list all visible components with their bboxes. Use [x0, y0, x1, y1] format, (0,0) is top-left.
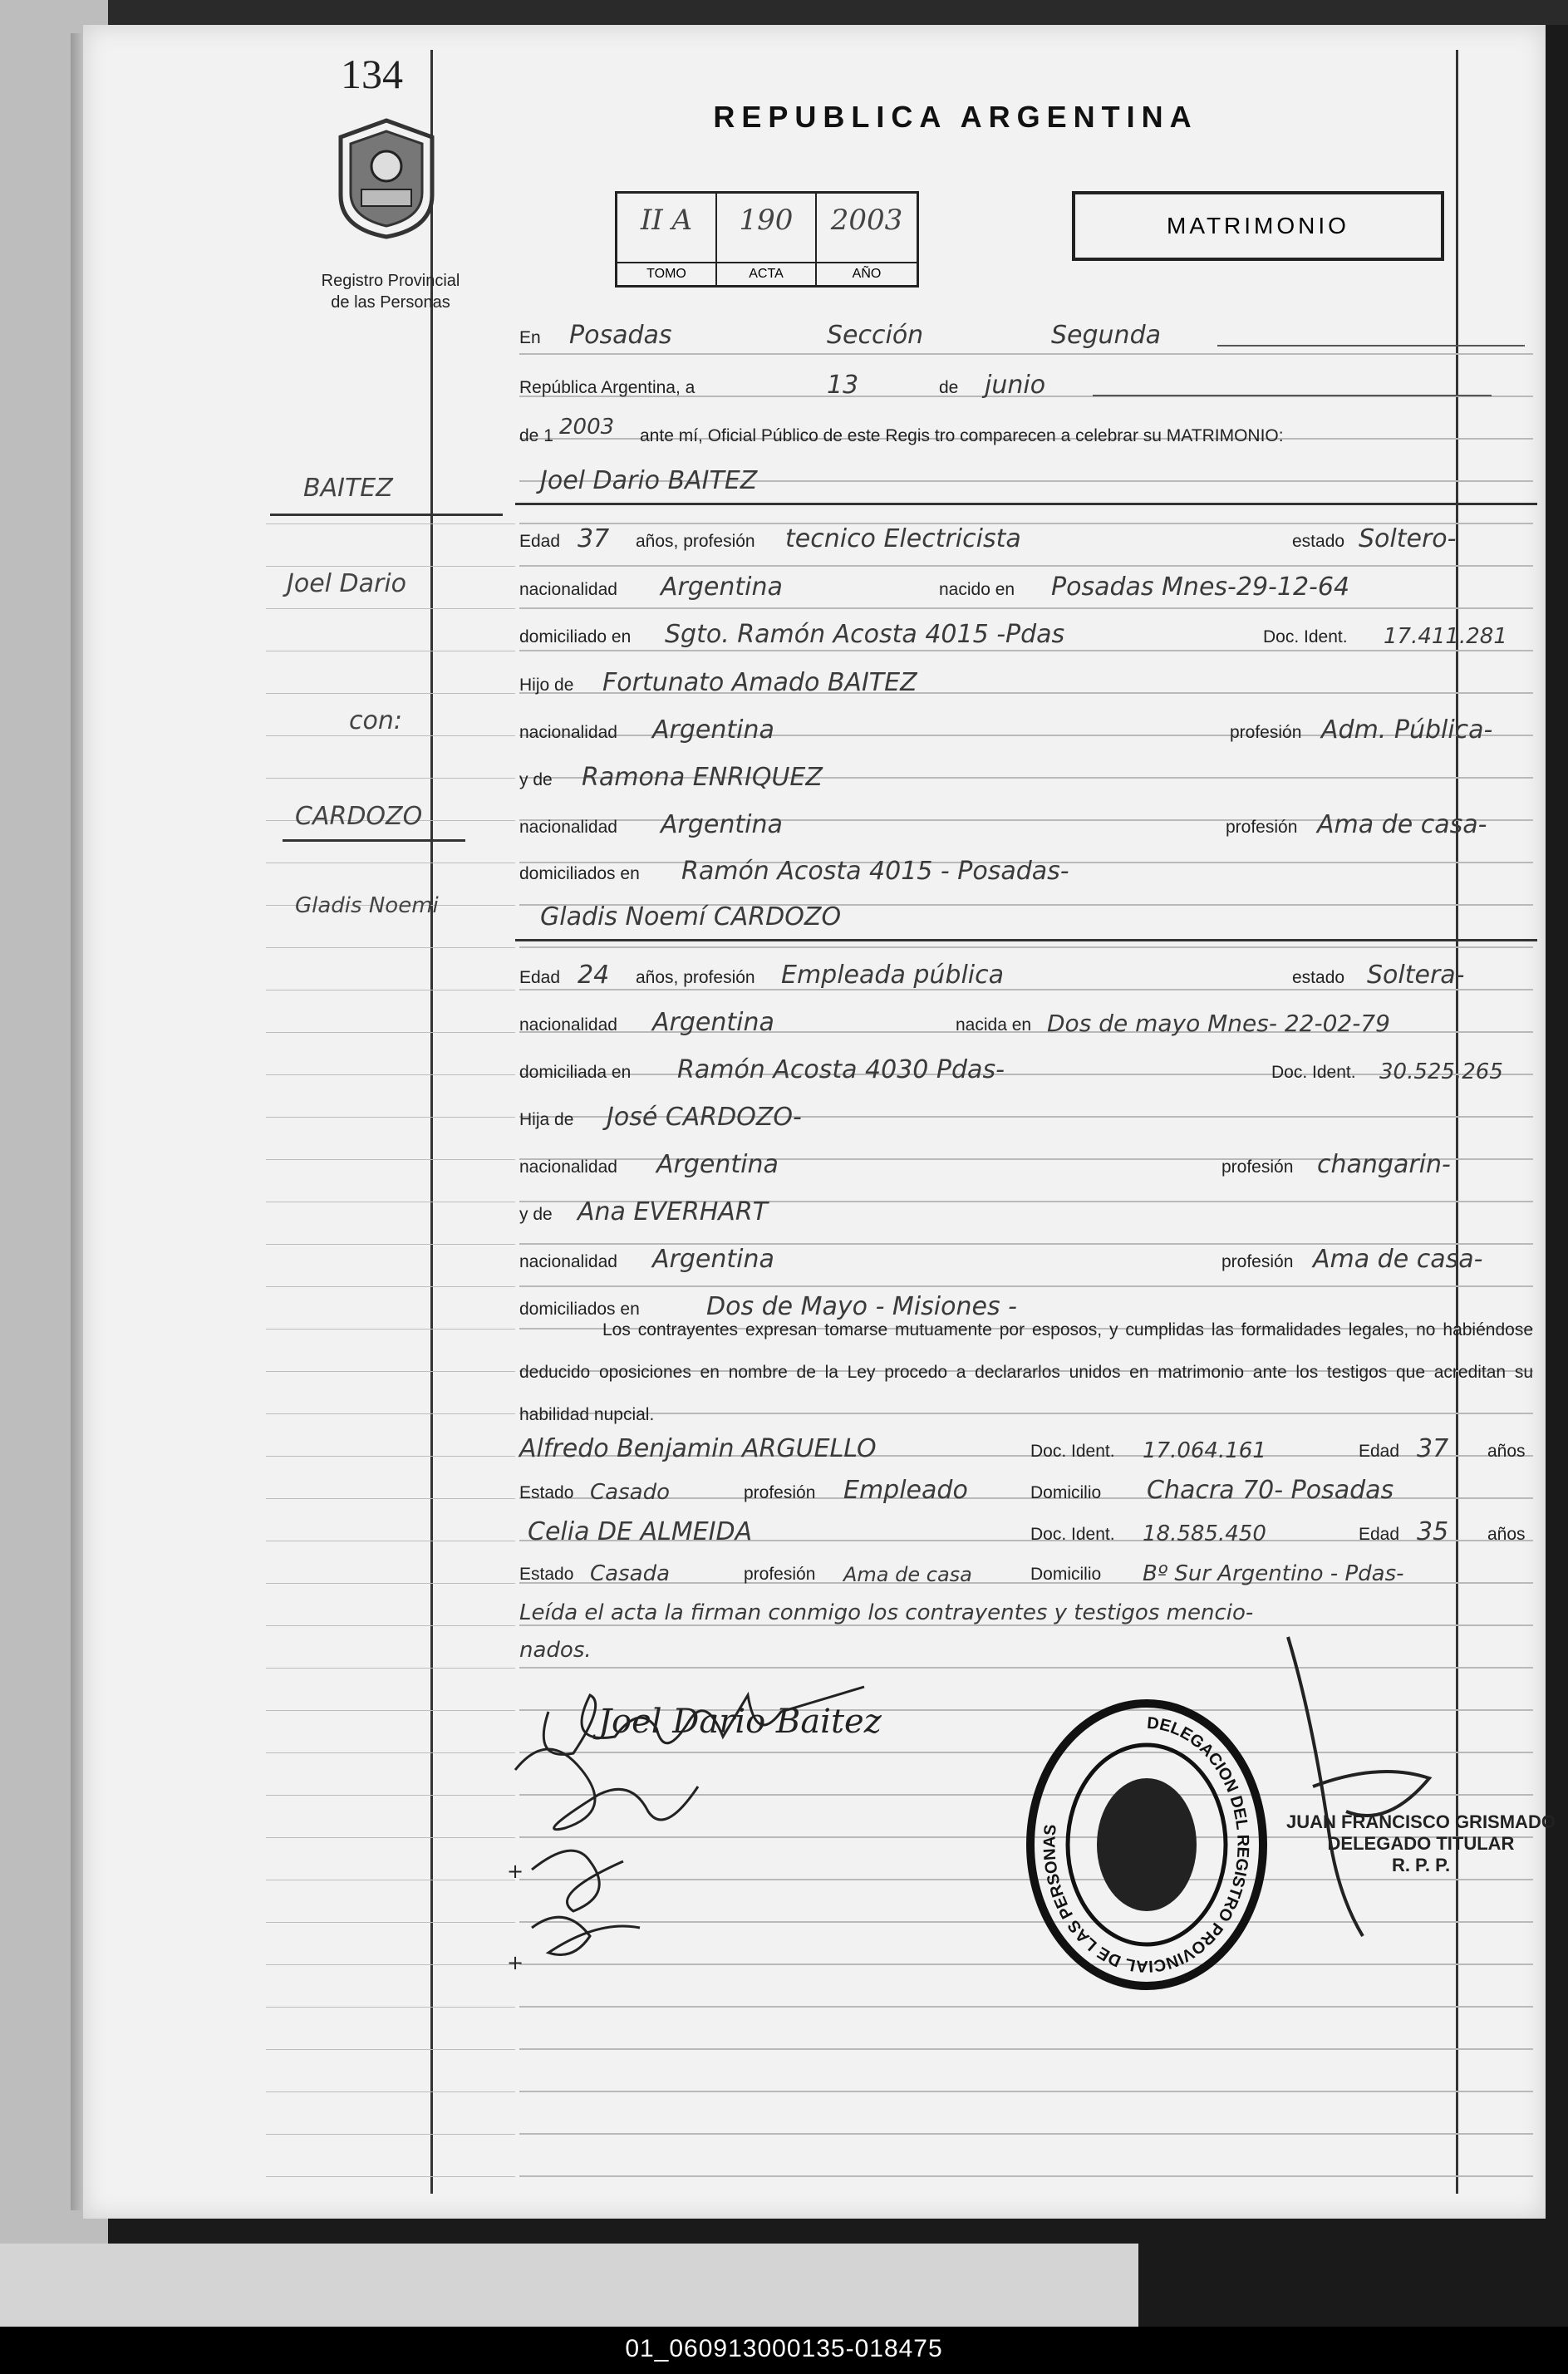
- country-title: REPUBLICA ARGENTINA: [713, 100, 1198, 134]
- label-nacida: nacida en: [956, 1015, 1032, 1035]
- acta-value: 190: [739, 204, 794, 237]
- margin-ruled-line: [266, 2176, 515, 2177]
- ano-cell: [817, 194, 917, 285]
- provincial-seal-icon: [332, 116, 440, 241]
- label-nacionalidad: nacionalidad: [519, 580, 617, 599]
- row-witness1-details: [519, 1467, 1533, 1508]
- label-profesion: profesión: [1221, 1158, 1294, 1177]
- footer-document-id: 01_060913000135-018475: [625, 2335, 943, 2362]
- row-bride-father-nat: [519, 1141, 1533, 1182]
- acta-label: ACTA: [717, 262, 815, 285]
- registry-name: [283, 270, 499, 313]
- label-domicilio: Domicilio: [1030, 1565, 1102, 1584]
- label-profesion: profesión: [1226, 818, 1298, 837]
- witness1-address: Chacra 70- Posadas: [1147, 1476, 1394, 1505]
- margin-ruled-line: [266, 1159, 515, 1160]
- margin-ruled-line: [266, 1964, 515, 1965]
- groom-signature: Joel Dario Baitez: [598, 1703, 882, 1741]
- acta-cell: [717, 194, 817, 285]
- witness2-name: Celia DE ALMEIDA: [528, 1517, 753, 1546]
- label-doc: Doc. Ident.: [1271, 1063, 1356, 1082]
- row-date: [519, 361, 1533, 403]
- row-groom-mother-nat: [519, 801, 1533, 843]
- row-witness2-details: [519, 1548, 1533, 1590]
- official-name-block: [1263, 1811, 1568, 1876]
- bride-mother: Ana EVERHART: [578, 1197, 768, 1226]
- margin-ruled-line: [266, 1922, 515, 1923]
- margin-ruled-line: [266, 2049, 515, 2050]
- row-bride-mother: [519, 1188, 1533, 1230]
- row-groom-parents-address: [519, 848, 1533, 889]
- margin-ruled-line: [266, 1413, 515, 1414]
- closing-text-2: nados.: [519, 1638, 592, 1663]
- label-nacionalidad: nacionalidad: [519, 1158, 617, 1177]
- witness2-age: 35: [1417, 1517, 1449, 1546]
- bride-status: Soltera-: [1367, 961, 1465, 990]
- stamp-text: DELEGACION DEL REGISTRO PROVINCIAL DE LAS PERSONAS: [1040, 1713, 1252, 1976]
- row-groom-father: [519, 659, 1533, 700]
- label-estado: Estado: [519, 1565, 574, 1584]
- label-domicilio: Domicilio: [1030, 1483, 1102, 1502]
- row-bride-name: [519, 893, 1533, 935]
- row-witness1-name: [519, 1425, 1533, 1467]
- official-signature-drawing: [1263, 1620, 1446, 1953]
- witness2-address: Bº Sur Argentino - Pdas-: [1143, 1561, 1404, 1586]
- label-edad: Edad: [519, 532, 561, 551]
- ruled-line: [519, 946, 1533, 948]
- groom-status: Soltero-: [1359, 524, 1457, 553]
- label-hija: Hija de: [519, 1110, 574, 1129]
- margin-ruled-line: [266, 735, 515, 736]
- witness1-name: Alfredo Benjamin ARGUELLO: [519, 1434, 877, 1463]
- margin-ruled-line: [266, 1498, 515, 1499]
- legal-statement: Los contrayentes expresan tomarse mutuamente por esposos, y cumplidas las formalidades legales, no habiéndose deducido oposiciones en nombre de la Ley procedo a declararlos unidos en matrimonio ante los testigos que acreditan su habilidad nupcial.: [519, 1320, 1533, 1424]
- label-year: de 1: [519, 426, 553, 445]
- bride-mother-profession: Ama de casa-: [1313, 1245, 1483, 1274]
- label-doc: Doc. Ident.: [1030, 1525, 1115, 1544]
- label-nacionalidad: nacionalidad: [519, 1015, 617, 1035]
- row-groom-father-nat: [519, 706, 1533, 748]
- svg-text:+: +: [507, 1951, 524, 1974]
- margin-ruled-line: [266, 1074, 515, 1075]
- label-domiciliado: domiciliado en: [519, 627, 632, 646]
- margin-underline-2: [283, 839, 465, 842]
- groom-mother: Ramona ENRIQUEZ: [582, 763, 823, 792]
- margin-ruled-line: [266, 1286, 515, 1287]
- groom-separator: [515, 503, 1537, 505]
- row-groom-mother: [519, 754, 1533, 795]
- label-estado: estado: [1292, 532, 1345, 551]
- margin-ruled-line: [266, 1795, 515, 1796]
- official-title: DELEGADO TITULAR: [1327, 1833, 1515, 1854]
- margin-name-bride: Gladis Noemi: [295, 893, 439, 918]
- label-nacionalidad: nacionalidad: [519, 1252, 617, 1271]
- ano-value: 2003: [830, 204, 903, 237]
- official-office: R. P. P.: [1391, 1855, 1451, 1875]
- label-republica: República Argentina, a: [519, 378, 696, 397]
- ano-label: AÑO: [817, 262, 917, 285]
- margin-underline: [270, 514, 503, 516]
- page-number: 134: [341, 51, 403, 97]
- bride-separator: [515, 939, 1537, 941]
- row-bride-nationality: [519, 999, 1533, 1040]
- tomo-label: TOMO: [617, 262, 715, 285]
- groom-name: Joel Dario BAITEZ: [540, 466, 758, 495]
- bride-parents-address: Dos de Mayo - Misiones -: [706, 1292, 1017, 1321]
- groom-mother-nationality: Argentina: [661, 810, 783, 839]
- ruled-line: [519, 353, 1533, 355]
- left-column-divider: [430, 50, 433, 2194]
- margin-ruled-line: [266, 1117, 515, 1118]
- margin-ruled-line: [266, 1752, 515, 1753]
- witness1-doc: 17.064.161: [1143, 1438, 1266, 1463]
- margin-ruled-line: [266, 1668, 515, 1669]
- margin-ruled-line: [266, 2134, 515, 2135]
- margin-ruled-line: [266, 1032, 515, 1033]
- row-bride-father: [519, 1094, 1533, 1135]
- margin-ruled-line: [266, 1837, 515, 1838]
- label-estado: estado: [1292, 968, 1345, 987]
- label-edad: Edad: [1359, 1525, 1400, 1544]
- label-profesion: años, profesión: [636, 968, 755, 987]
- groom-birth: Posadas Mnes-29-12-64: [1051, 573, 1350, 602]
- label-anos: años: [1487, 1442, 1526, 1461]
- label-profesion: años, profesión: [636, 532, 755, 551]
- groom-parents-address: Ramón Acosta 4015 - Posadas-: [681, 857, 1069, 886]
- scan-top-edge: [0, 0, 1568, 25]
- intro-text: ante mí, Oficial Público de este Regis tro comparecen a celebrar su MATRIMONIO:: [640, 426, 1284, 445]
- margin-name-groom: Joel Dario: [287, 569, 407, 598]
- margin-ruled-line: [266, 778, 515, 779]
- margin-surname-groom: BAITEZ: [303, 474, 393, 503]
- label-domiciliados: domiciliados en: [519, 1300, 640, 1319]
- label-domiciliada: domiciliada en: [519, 1063, 632, 1082]
- label-edad: Edad: [1359, 1442, 1400, 1461]
- margin-ruled-line: [266, 1710, 515, 1711]
- value-section: Sección: [827, 321, 924, 350]
- label-nacido: nacido en: [939, 580, 1015, 599]
- witness2-doc: 18.585.450: [1143, 1521, 1266, 1546]
- row-bride-mother-nat: [519, 1236, 1533, 1277]
- margin-ruled-line: [266, 1456, 515, 1457]
- bride-profession: Empleada pública: [781, 961, 1005, 990]
- value-year: 2003: [559, 415, 615, 440]
- ruled-line: [519, 607, 1533, 609]
- bride-doc: 30.525.265: [1379, 1059, 1503, 1084]
- bride-father-profession: changarin-: [1317, 1150, 1451, 1179]
- label-doc: Doc. Ident.: [1030, 1442, 1115, 1461]
- label-yde: y de: [519, 1205, 553, 1224]
- signatures-drawing: [499, 1645, 914, 1994]
- bride-name: Gladis Noemí CARDOZO: [540, 902, 842, 931]
- margin-ruled-line: [266, 947, 515, 948]
- official-stamp-icon: [1022, 1695, 1271, 1994]
- label-de: de: [939, 378, 959, 397]
- closing-text-1: Leída el acta la firman conmigo los contrayentes y testigos mencio-: [519, 1600, 1254, 1625]
- bride-mother-nationality: Argentina: [652, 1245, 774, 1274]
- ruled-line: [519, 2006, 1533, 2008]
- label-hijo: Hijo de: [519, 676, 574, 695]
- row-place: [519, 312, 1533, 353]
- groom-doc: 17.411.281: [1384, 624, 1507, 649]
- label-yde: y de: [519, 770, 553, 789]
- groom-profession: tecnico Electricista: [785, 524, 1021, 553]
- bride-birth: Dos de mayo Mnes- 22-02-79: [1047, 1010, 1390, 1037]
- groom-father-nationality: Argentina: [652, 715, 774, 745]
- act-type-box: MATRIMONIO: [1072, 191, 1444, 261]
- bride-address: Ramón Acosta 4030 Pdas-: [677, 1055, 1005, 1084]
- witness1-age: 37: [1417, 1434, 1449, 1463]
- witness1-status: Casado: [590, 1480, 670, 1505]
- row-bride-age: [519, 951, 1533, 993]
- label-profesion: profesión: [744, 1565, 816, 1584]
- label-profesion: profesión: [1230, 723, 1302, 742]
- registry-line-1: Registro Provincial: [321, 272, 460, 290]
- witness1-profession: Empleado: [843, 1476, 968, 1505]
- groom-father-profession: Adm. Pública-: [1321, 715, 1493, 745]
- margin-ruled-line: [266, 693, 515, 694]
- label-en: En: [519, 328, 541, 347]
- label-edad: Edad: [519, 968, 561, 987]
- margin-ruled-line: [266, 523, 515, 524]
- label-profesion: profesión: [744, 1483, 816, 1502]
- margin-ruled-line: [266, 1625, 515, 1626]
- groom-age: 37: [578, 524, 610, 553]
- margin-ruled-line: [266, 1329, 515, 1330]
- value-month: junio: [985, 371, 1046, 400]
- witness2-profession: Ama de casa: [843, 1563, 972, 1586]
- label-nacionalidad: nacionalidad: [519, 818, 617, 837]
- row-groom-age: [519, 515, 1533, 557]
- bride-nationality: Argentina: [652, 1008, 774, 1037]
- register-page: [83, 25, 1556, 2219]
- ruled-line: [519, 2048, 1533, 2050]
- margin-ruled-line: [266, 1371, 515, 1372]
- label-profesion: profesión: [1221, 1252, 1294, 1271]
- groom-father: Fortunato Amado BAITEZ: [602, 668, 917, 697]
- svg-text:+: +: [507, 1860, 524, 1883]
- witness2-status: Casada: [590, 1561, 671, 1586]
- row-witness2-name: [519, 1508, 1533, 1550]
- tomo-value: II A: [640, 204, 693, 237]
- row-bride-address: [519, 1046, 1533, 1088]
- margin-ruled-line: [266, 566, 515, 567]
- ruled-line: [519, 2133, 1533, 2135]
- official-name: JUAN FRANCISCO GRISMADO: [1286, 1811, 1556, 1832]
- tomo-cell: [617, 194, 717, 285]
- groom-address: Sgto. Ramón Acosta 4015 -Pdas: [665, 620, 1065, 649]
- bride-age: 24: [578, 961, 610, 990]
- groom-nationality: Argentina: [661, 573, 783, 602]
- fill-line: [1093, 395, 1492, 396]
- groom-mother-profession: Ama de casa-: [1317, 810, 1487, 839]
- value-section-name: Segunda: [1051, 321, 1161, 350]
- label-doc: Doc. Ident.: [1263, 627, 1348, 646]
- ruled-line: [519, 2175, 1533, 2177]
- row-groom-nationality: [519, 563, 1533, 605]
- row-intro: [519, 410, 1533, 451]
- margin-ruled-line: [266, 1244, 515, 1245]
- tomo-acta-ano-box: [615, 191, 919, 288]
- margin-con: con:: [349, 706, 402, 735]
- row-groom-address: [519, 611, 1533, 652]
- margin-ruled-line: [266, 1583, 515, 1584]
- margin-ruled-line: [266, 608, 515, 609]
- ruled-line: [519, 2091, 1533, 2092]
- registry-line-2: de las Personas: [331, 293, 450, 312]
- label-anos: años: [1487, 1525, 1526, 1544]
- margin-surname-bride: CARDOZO: [295, 802, 423, 831]
- label-estado: Estado: [519, 1483, 574, 1502]
- bride-father-nationality: Argentina: [656, 1150, 779, 1179]
- value-day: 13: [827, 371, 859, 400]
- value-city: Posadas: [569, 321, 672, 350]
- margin-ruled-line: [266, 2091, 515, 2092]
- label-domiciliados: domiciliados en: [519, 864, 640, 883]
- bride-father: José CARDOZO-: [607, 1103, 802, 1132]
- fill-line: [1217, 345, 1525, 347]
- row-groom-name: [519, 457, 1533, 499]
- margin-ruled-line: [266, 2007, 515, 2008]
- label-nacionalidad: nacionalidad: [519, 723, 617, 742]
